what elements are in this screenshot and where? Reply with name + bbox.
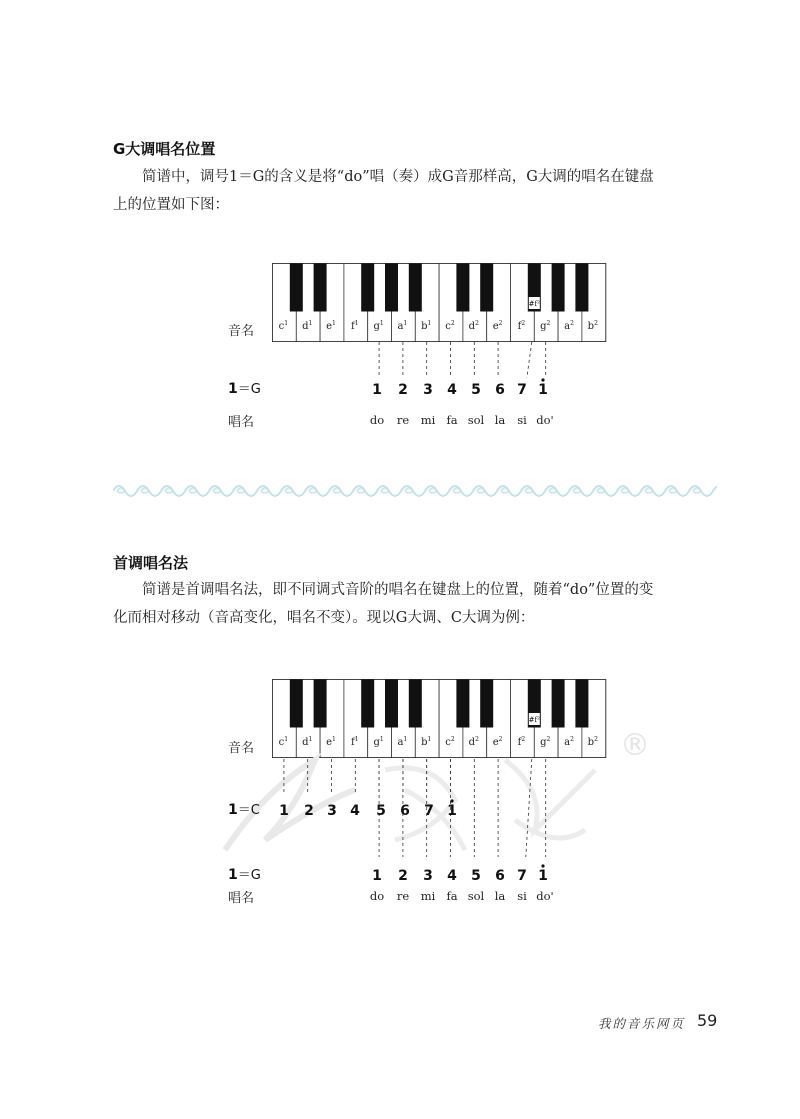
- solfege-syllable: si: [517, 413, 527, 427]
- octave-mark: 1: [284, 736, 289, 743]
- octave-mark: 2: [546, 320, 551, 327]
- black-key: [552, 680, 565, 728]
- black-key: [361, 680, 374, 728]
- black-key: [575, 264, 588, 312]
- black-key: [575, 680, 588, 728]
- octave-mark: 1: [332, 320, 336, 327]
- degree-digit: 6: [495, 382, 505, 398]
- degree-digit: 4: [447, 382, 457, 398]
- degree-digit: 1: [447, 803, 457, 819]
- page-number: 59: [697, 1011, 718, 1030]
- black-key: [290, 680, 303, 728]
- key-one-1: 1: [228, 381, 238, 397]
- section2-para-line2: 化而相对移动（音高变化，唱名不变）。现以G大调、C大调为例：: [113, 610, 535, 626]
- black-key: [480, 264, 493, 312]
- black-key: [409, 680, 422, 728]
- wave-curl: [261, 488, 269, 493]
- octave-mark: 1: [403, 320, 408, 327]
- solfege-syllable: mi: [420, 413, 436, 427]
- degree-digit: 1: [372, 868, 382, 884]
- octave-mark: 2: [521, 320, 526, 327]
- wave-curl: [141, 488, 149, 493]
- solfege-syllable: do': [536, 413, 554, 427]
- octave-mark: 2: [498, 736, 503, 743]
- solfege-syllable: re: [396, 413, 410, 427]
- degree-digit: 3: [327, 803, 337, 819]
- sharp-label: #f²: [528, 716, 540, 724]
- section2-heading: 首调唱名法: [113, 554, 189, 572]
- sharp-key-bar: [529, 309, 540, 312]
- high-octave-dot: [541, 378, 544, 381]
- octave-mark: 2: [570, 736, 574, 743]
- degree-digit: 4: [447, 868, 457, 884]
- black-key: [385, 264, 398, 312]
- note-name-text: $d^1$: [302, 736, 313, 748]
- degree-digit: 2: [304, 803, 314, 819]
- note-name-text: $b^2$: [587, 736, 598, 748]
- degree-digit: 3: [423, 868, 433, 884]
- note-name-text: $f^2$: [517, 320, 526, 332]
- wave-curl: [477, 488, 485, 493]
- wave-curl: [333, 488, 341, 493]
- note-name-text: $e^2$: [492, 320, 503, 332]
- guide-line: [527, 342, 532, 378]
- degree-digit: 2: [398, 868, 408, 884]
- sing-name-label-1: 唱名: [228, 415, 255, 430]
- octave-mark: 2: [475, 320, 479, 327]
- note-name-label-1: 音名: [228, 324, 255, 339]
- diagram2-c-degrees: [0, 795, 800, 825]
- black-key: [361, 264, 374, 312]
- wave-curl: [549, 488, 557, 493]
- solfege-syllable: la: [494, 889, 506, 903]
- wave-curl: [669, 488, 677, 493]
- wave-curl: [429, 488, 437, 493]
- solfege-syllable: re: [396, 889, 410, 903]
- registered-mark: ®: [620, 728, 650, 763]
- wave-curl: [213, 488, 221, 493]
- note-name-text: $d^2$: [468, 736, 479, 748]
- section1-para-line1: 简谱中，调号1＝G的含义是将“do”唱（奏）成G音那样高，G大调的唱名在键盘: [142, 169, 654, 185]
- octave-mark: 2: [594, 736, 598, 743]
- degree-digit: 3: [423, 382, 433, 398]
- black-key: [314, 680, 327, 728]
- wave-divider: [113, 479, 717, 503]
- wave-curl: [165, 488, 173, 493]
- note-name-text: $b^1$: [421, 736, 432, 748]
- octave-mark: 1: [427, 736, 432, 743]
- black-key: [552, 264, 565, 312]
- sharp-label: #f²: [528, 300, 540, 308]
- note-name-text: $g^1$: [373, 320, 384, 332]
- degree-digit: 6: [495, 868, 505, 884]
- diagram1-degrees: [0, 374, 800, 404]
- octave-mark: 2: [450, 320, 455, 327]
- section2-para-line1: 简谱是首调唱名法，即不同调式音阶的唱名在键盘上的位置，随着“do”位置的变: [142, 582, 654, 598]
- degree-digit: 5: [471, 382, 481, 398]
- octave-mark: 1: [354, 320, 359, 327]
- black-key: [456, 264, 469, 312]
- wave-curl: [117, 488, 125, 493]
- solfege-syllable: do': [536, 889, 554, 903]
- high-octave-dot: [541, 864, 544, 867]
- black-key: [409, 264, 422, 312]
- solfege-syllable: la: [494, 413, 506, 427]
- degree-digit: 7: [517, 868, 527, 884]
- section2-paragraph: [113, 576, 733, 632]
- diagram2-solfege: [0, 884, 800, 910]
- octave-mark: 1: [379, 736, 384, 743]
- note-name-text: $f^1$: [351, 736, 359, 748]
- note-name-text: $b^2$: [587, 320, 598, 332]
- solfege-syllable: fa: [446, 413, 458, 427]
- keyboard-svg-1: [272, 263, 607, 343]
- solfege-syllable: do: [369, 889, 385, 903]
- solfege-syllable: sol: [467, 889, 485, 903]
- degree-digit: 6: [400, 803, 410, 819]
- diagram1-solfege: [0, 408, 800, 434]
- wave-curl: [573, 488, 581, 493]
- octave-mark: 1: [379, 320, 384, 327]
- note-name-text: $c^1$: [278, 736, 289, 748]
- wave-curl: [597, 488, 605, 493]
- black-key: [385, 680, 398, 728]
- wave-curl: [621, 488, 629, 493]
- black-key: [480, 680, 493, 728]
- note-name-text: $a^1$: [397, 736, 408, 748]
- octave-mark: 1: [308, 736, 313, 743]
- note-name-text: $d^1$: [302, 320, 313, 332]
- note-name-text: $e^2$: [492, 736, 503, 748]
- note-name-text: $g^2$: [540, 320, 551, 332]
- note-name-text: $g^1$: [373, 736, 384, 748]
- degree-digit: 7: [424, 803, 434, 819]
- note-name-text: $a^2$: [564, 736, 574, 748]
- wave-curl: [693, 488, 701, 493]
- note-name-text: $e^1$: [326, 736, 336, 748]
- note-name-text: $b^1$: [421, 320, 432, 332]
- solfege-syllable: si: [517, 889, 527, 903]
- octave-mark: 1: [308, 320, 313, 327]
- wave-curl: [645, 488, 653, 493]
- wave-curl: [357, 488, 365, 493]
- wave-curl: [453, 488, 461, 493]
- octave-mark: 2: [570, 320, 574, 327]
- key-eq-c: ＝C: [237, 803, 260, 818]
- black-key: [456, 680, 469, 728]
- section1-para-line2: 上的位置如下图：: [113, 197, 229, 213]
- note-name-text: $e^1$: [326, 320, 336, 332]
- degree-digit: 4: [350, 803, 360, 819]
- key-eq-g-2: ＝G: [237, 868, 261, 883]
- keyboard-diagram-1: [272, 263, 607, 343]
- note-name-text: $c^1$: [278, 320, 289, 332]
- octave-mark: 1: [354, 736, 359, 743]
- wave-curl: [309, 488, 317, 493]
- note-name-text: $c^2$: [445, 320, 455, 332]
- note-name-text: $f^2$: [517, 736, 526, 748]
- footer-caption: 我的音乐网页: [598, 1016, 686, 1031]
- note-name-text: $a^1$: [397, 320, 408, 332]
- note-name-text: $f^1$: [351, 320, 359, 332]
- octave-mark: 1: [427, 320, 432, 327]
- octave-mark: 2: [450, 736, 455, 743]
- degree-digit: 5: [471, 868, 481, 884]
- octave-mark: 2: [475, 736, 479, 743]
- section1-heading: G大调唱名位置: [113, 140, 216, 158]
- degree-digit: 2: [398, 382, 408, 398]
- wave-curl: [501, 488, 509, 493]
- wave-line: [113, 486, 717, 496]
- key-one-c: 1: [228, 802, 238, 818]
- note-name-text: $a^2$: [564, 320, 574, 332]
- sharp-key-bar: [529, 725, 540, 728]
- note-name-label-2: 音名: [228, 741, 255, 756]
- solfege-syllable: do: [369, 413, 385, 427]
- high-octave-dot: [450, 799, 453, 802]
- octave-mark: 2: [498, 320, 503, 327]
- degree-digit: 1: [538, 868, 548, 884]
- octave-mark: 1: [284, 320, 289, 327]
- wave-curl: [405, 488, 413, 493]
- degree-digit: 7: [517, 382, 527, 398]
- solfege-syllable: sol: [467, 413, 485, 427]
- wave-curl: [525, 488, 533, 493]
- octave-mark: 2: [546, 736, 551, 743]
- solfege-syllable: fa: [446, 889, 458, 903]
- solfege-syllable: mi: [420, 889, 436, 903]
- black-key: [314, 264, 327, 312]
- degree-digit: 1: [372, 382, 382, 398]
- wave-curl: [237, 488, 245, 493]
- degree-digit: 1: [279, 803, 289, 819]
- section1-paragraph: [113, 163, 733, 219]
- wave-curl: [285, 488, 293, 493]
- octave-mark: 1: [332, 736, 336, 743]
- note-name-text: $c^2$: [445, 736, 455, 748]
- degree-digit: 1: [538, 382, 548, 398]
- wave-curl: [381, 488, 389, 493]
- key-one-g2: 1: [228, 867, 238, 883]
- wave-curl: [189, 488, 197, 493]
- sing-name-label-2: 唱名: [228, 891, 255, 906]
- note-name-text: $g^2$: [540, 736, 551, 748]
- octave-mark: 1: [403, 736, 408, 743]
- black-key: [290, 264, 303, 312]
- octave-mark: 2: [521, 736, 526, 743]
- note-name-text: $d^2$: [468, 320, 479, 332]
- degree-digit: 5: [376, 803, 386, 819]
- key-eq-g-1: ＝G: [237, 382, 261, 397]
- octave-mark: 2: [594, 320, 598, 327]
